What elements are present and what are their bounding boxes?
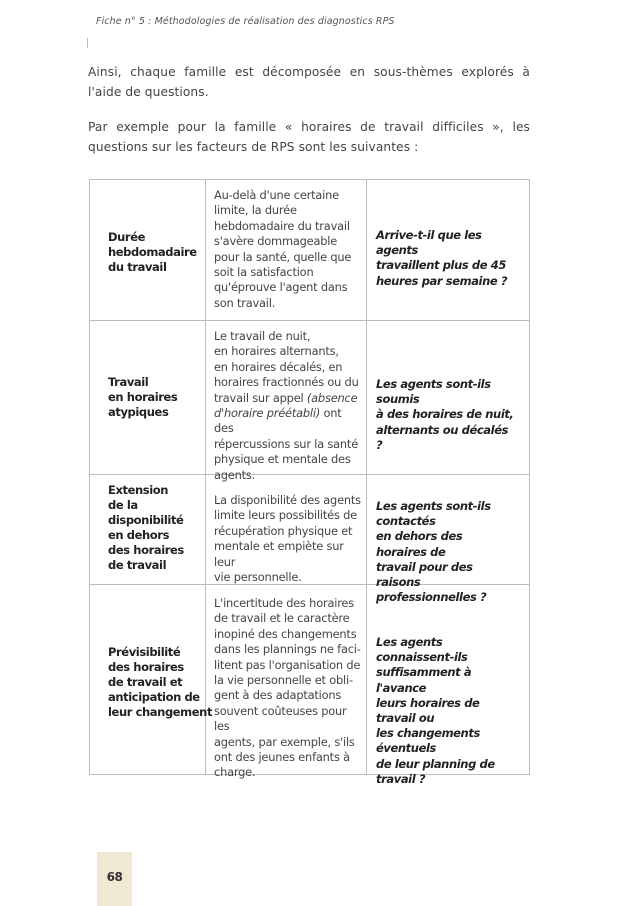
table-row bbox=[90, 321, 529, 482]
description-cell: Au-delà d'une certaine limite, la durée hebdomadaire du travail s'avère dommageable pour la santé, quelle que soit la satisfaction qu'éprouve l'agent dans son travail. bbox=[214, 188, 352, 310]
page-number-tab bbox=[97, 852, 132, 906]
description-cell: L'incertitude des horaires de travail et le caractère inopiné des changements dans les plannings ne faci- litent pas l'organisation de la vie personnelle et obli- gent à des adaptations souvent coûteuses pour les agents, par exemple, s'ils ont des jeunes enfants à charge. bbox=[214, 596, 361, 780]
rps-questions-table bbox=[89, 179, 530, 786]
question-cell: Arrive-t-il que les agents travaillent plus de 45 heures par semaine ? bbox=[376, 228, 508, 288]
intro-paragraph-1: Ainsi, chaque famille est décomposée en sous-thèmes explorés à l'aide de questions. bbox=[88, 65, 530, 99]
running-header: Fiche n° 5 : Méthodologies de réalisation des diagnostics RPS bbox=[96, 16, 395, 27]
factor-cell: Extension de la disponibilité en dehors des horaires de travail bbox=[108, 483, 184, 572]
factor-cell: Travail en horaires atypiques bbox=[108, 375, 178, 419]
factor-cell: Durée hebdomadaire du travail bbox=[108, 230, 197, 274]
header-rule bbox=[87, 38, 88, 48]
table-row bbox=[90, 475, 529, 605]
question-cell: Les agents sont-ils contactés en dehors des horaires de travail pour des raisons professionnelles ? bbox=[376, 499, 491, 605]
question-cell: Les agents connaissent-ils suffisamment à l'avance leurs horaires de travail ou les changements éventuels de leur planning de travail ? bbox=[376, 635, 495, 786]
description-cell: Le travail de nuit, en horaires alternants, en horaires décalés, en horaires fractionnés ou du travail sur appel (absence d'horaire préétabli) ont des répercussions sur la santé physique et mentale des agents. bbox=[214, 329, 359, 482]
question-cell: Les agents sont-ils soumis à des horaires de nuit, alternants ou décalés ? bbox=[376, 377, 514, 452]
factor-cell: Prévisibilité des horaires de travail et anticipation de leur changement bbox=[108, 645, 213, 719]
intro-paragraph-2: Par exemple pour la famille « horaires de travail difficiles », les questions sur les facteurs de RPS sont les suivantes : bbox=[88, 120, 530, 154]
page-number: 68 bbox=[106, 870, 123, 884]
table-row bbox=[90, 585, 529, 786]
table-row bbox=[90, 180, 529, 321]
description-cell: La disponibilité des agents limite leurs possibilités de récupération physique et mentale et empiète sur leur vie personnelle. bbox=[214, 493, 361, 585]
